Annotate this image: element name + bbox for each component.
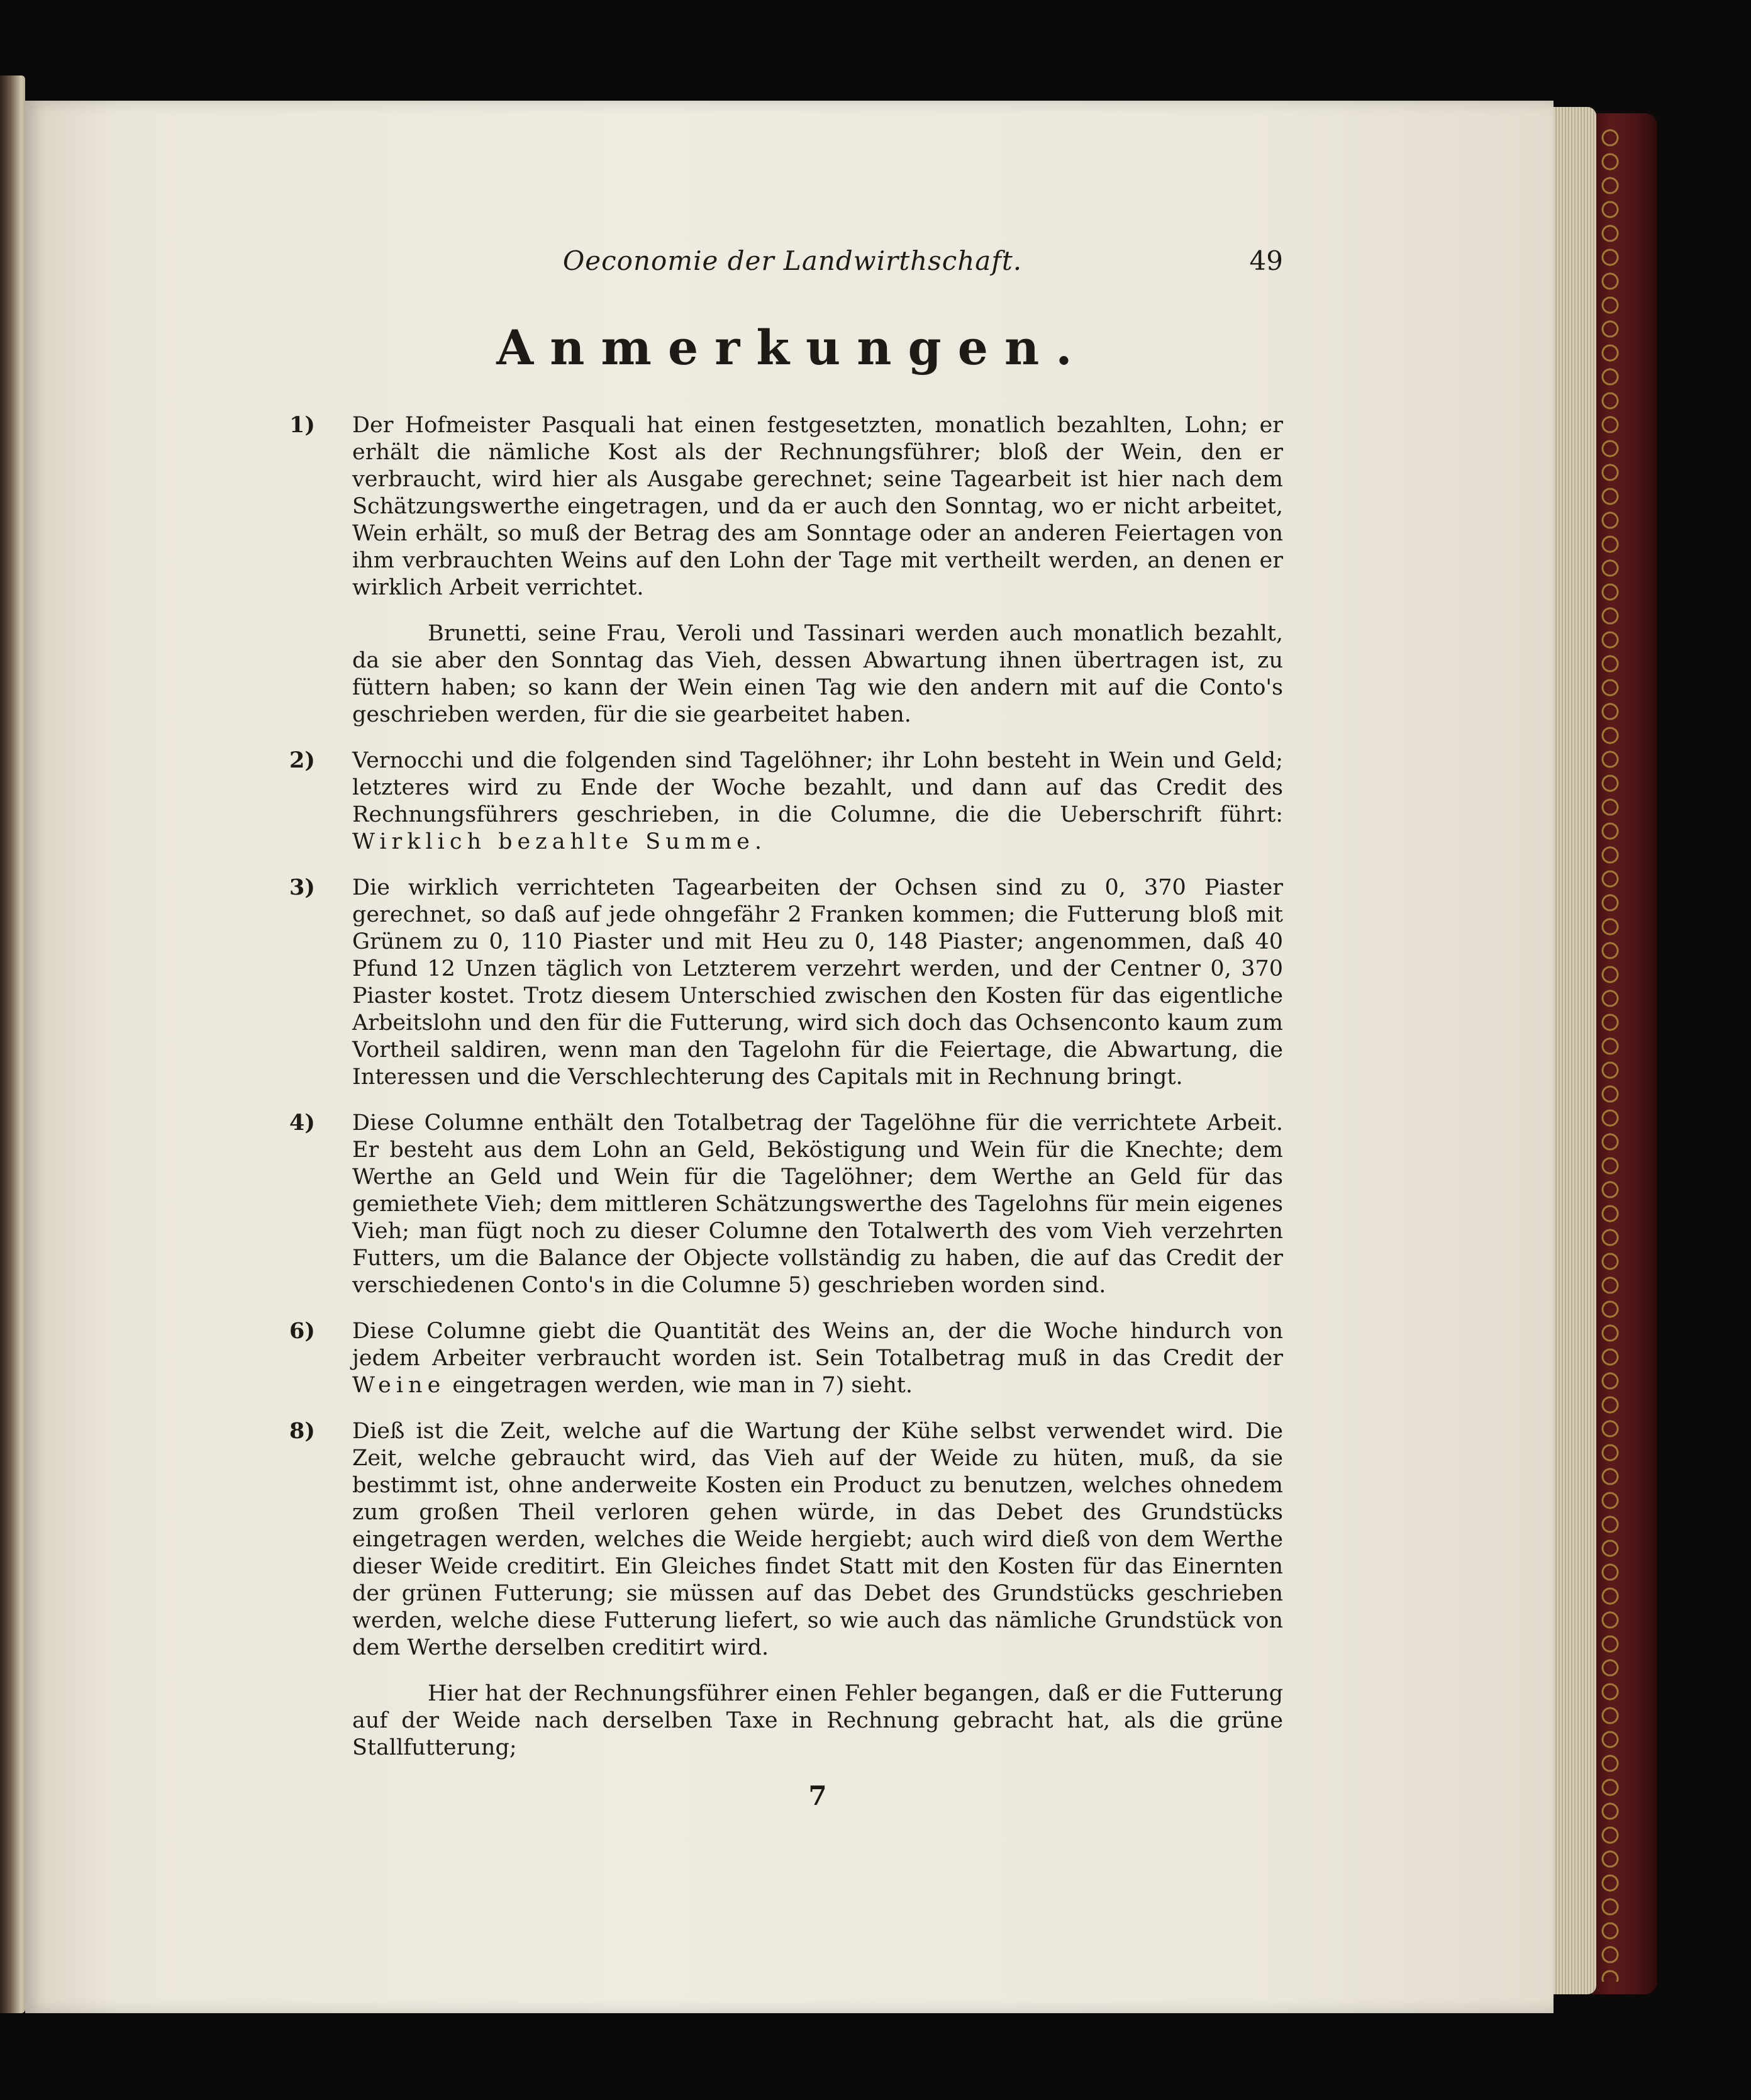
note-number: 6) bbox=[289, 1318, 315, 1344]
note-8 bbox=[289, 1418, 1283, 1762]
running-head bbox=[302, 245, 1283, 289]
book-page bbox=[25, 101, 1554, 2013]
note-6 bbox=[289, 1318, 1283, 1399]
note-paragraph: Der Hofmeister Pasquali hat einen festgesetzten, monatlich bezahlten, Lohn; er erhält die nämliche Kost als der Rechnungsführer; bloß der Wein, den er verbraucht, wird hier als Ausgabe gerechnet; seine Tagearbeit ist hier nach dem Schätzungswerthe eingetragen, und da er auch den Sonntag, wo er nicht arbeitet, Wein erhält, so muß der Betrag des am Sonntage oder an anderen Feiertagen von ihm verbrauchten Weins auf den Lohn der Tage mit vertheilt werden, an denen er wirklich Arbeit verrichtet. bbox=[352, 413, 1283, 600]
note-paragraph bbox=[352, 1318, 1283, 1399]
spaced-emphasis: Weine bbox=[352, 1373, 446, 1398]
note-number: 1) bbox=[289, 412, 315, 438]
note-2 bbox=[289, 747, 1283, 856]
note-paragraph: Brunetti, seine Frau, Veroli und Tassinari werden auch monatlich bezahlt, da sie aber den Sonntag das Vieh, dessen Abwartung ihnen übertragen ist, zu füttern haben; so kann der Wein einen Tag wie den andern mit auf die Conto's geschrieben werden, für die sie gearbeitet haben. bbox=[352, 621, 1283, 727]
section-heading: Anmerkungen. bbox=[496, 320, 1089, 376]
note-paragraph: Hier hat der Rechnungsführer einen Fehler begangen, daß er die Futterung auf der Weide nach derselben Taxe in Rechnung gebracht hat, als die grüne Stallfutterung; bbox=[352, 1681, 1283, 1760]
signature-mark: 7 bbox=[808, 1780, 827, 1811]
note-1 bbox=[289, 412, 1283, 729]
page-number: 49 bbox=[1249, 245, 1283, 276]
gilt-ornament bbox=[1598, 126, 1623, 1982]
page-stack-edge bbox=[1547, 107, 1596, 1994]
left-page-edge bbox=[0, 75, 25, 2013]
note-paragraph: Diese Columne enthält den Totalbetrag der Tagelöhne für die verrichtete Arbeit. Er besteht aus dem Lohn an Geld, Beköstigung und Wein für die Knechte; dem Werthe an Geld und Wein für die Tagelöhner; dem Werthe an Geld für das gemiethete Vieh; dem mittleren Schätzungswerthe des Tagelohns für mein eigenes Vieh; man fügt noch zu dieser Columne den Totalwerth des vom Vieh verzehrten Futters, um die Balance der Objecte vollständig zu haben, die auf das Credit der verschiedenen Conto's in die Columne 5) geschrieben worden sind. bbox=[352, 1110, 1283, 1298]
note-text: eingetragen werden, wie man in 7) sieht. bbox=[445, 1373, 913, 1398]
note-number: 2) bbox=[289, 747, 315, 773]
note-4 bbox=[289, 1110, 1283, 1299]
note-number: 8) bbox=[289, 1418, 315, 1444]
note-paragraph: Dieß ist die Zeit, welche auf die Wartung der Kühe selbst verwendet wird. Die Zeit, welche gebraucht wird, das Vieh auf der Weide zu hüten, muß, da sie bestimmt ist, ohne anderweite Kosten ein Product zu benutzen, welches ohnedem zum großen Theil verloren gehen würde, in das Debet des Grundstücks eingetragen werden, welches die Weide hergiebt; auch wird dieß von dem Werthe dieser Weide creditirt. Ein Gleiches findet Statt mit den Kosten für das Einernten der grünen Futterung; sie müssen auf das Debet des Grundstücks geschrieben werden, welche diese Futterung liefert, so wie auch das nämliche Grundstück von dem Werthe derselben creditirt wird. bbox=[352, 1419, 1283, 1660]
note-text: Vernocchi und die folgenden sind Tagelöhner; ihr Lohn besteht in Wein und Geld; letzteres wird zu Ende der Woche bezahlt, und dann auf das Credit des Rechnungsführers geschrieben, in die Columne, die die Ueberschrift führt: bbox=[352, 748, 1283, 827]
note-number: 3) bbox=[289, 874, 315, 900]
page-content bbox=[289, 245, 1283, 1811]
note-paragraph: Die wirklich verrichteten Tagearbeiten der Ochsen sind zu 0, 370 Piaster gerechnet, so daß auf jede ohngefähr 2 Franken kommen; die Futterung bloß mit Grünem zu 0, 110 Piaster und mit Heu zu 0, 148 Piaster; angenommen, daß 40 Pfund 12 Unzen täglich von Letzterem verzehrt werden, und der Centner 0, 370 Piaster kostet. Trotz diesem Unterschied zwischen den Kosten für das eigentliche Arbeitslohn und den für die Futterung, wird sich doch das Ochsenconto kaum zum Vortheil saldiren, wenn man den Tagelohn für die Feiertage, die Abwartung, die Interessen und die Verschlechterung des Capitals mit in Rechnung bringt. bbox=[352, 875, 1283, 1090]
note-paragraph bbox=[352, 747, 1283, 856]
running-title: Oeconomie der Landwirthschaft. bbox=[562, 245, 1023, 276]
note-number: 4) bbox=[289, 1110, 315, 1136]
spaced-emphasis: Wirklich bezahlte Summe. bbox=[352, 829, 767, 854]
note-3 bbox=[289, 874, 1283, 1091]
note-text: Diese Columne giebt die Quantität des Weins an, der die Woche hindurch von jedem Arbeiter verbraucht worden ist. Sein Totalbetrag muß in das Credit der bbox=[352, 1319, 1283, 1371]
